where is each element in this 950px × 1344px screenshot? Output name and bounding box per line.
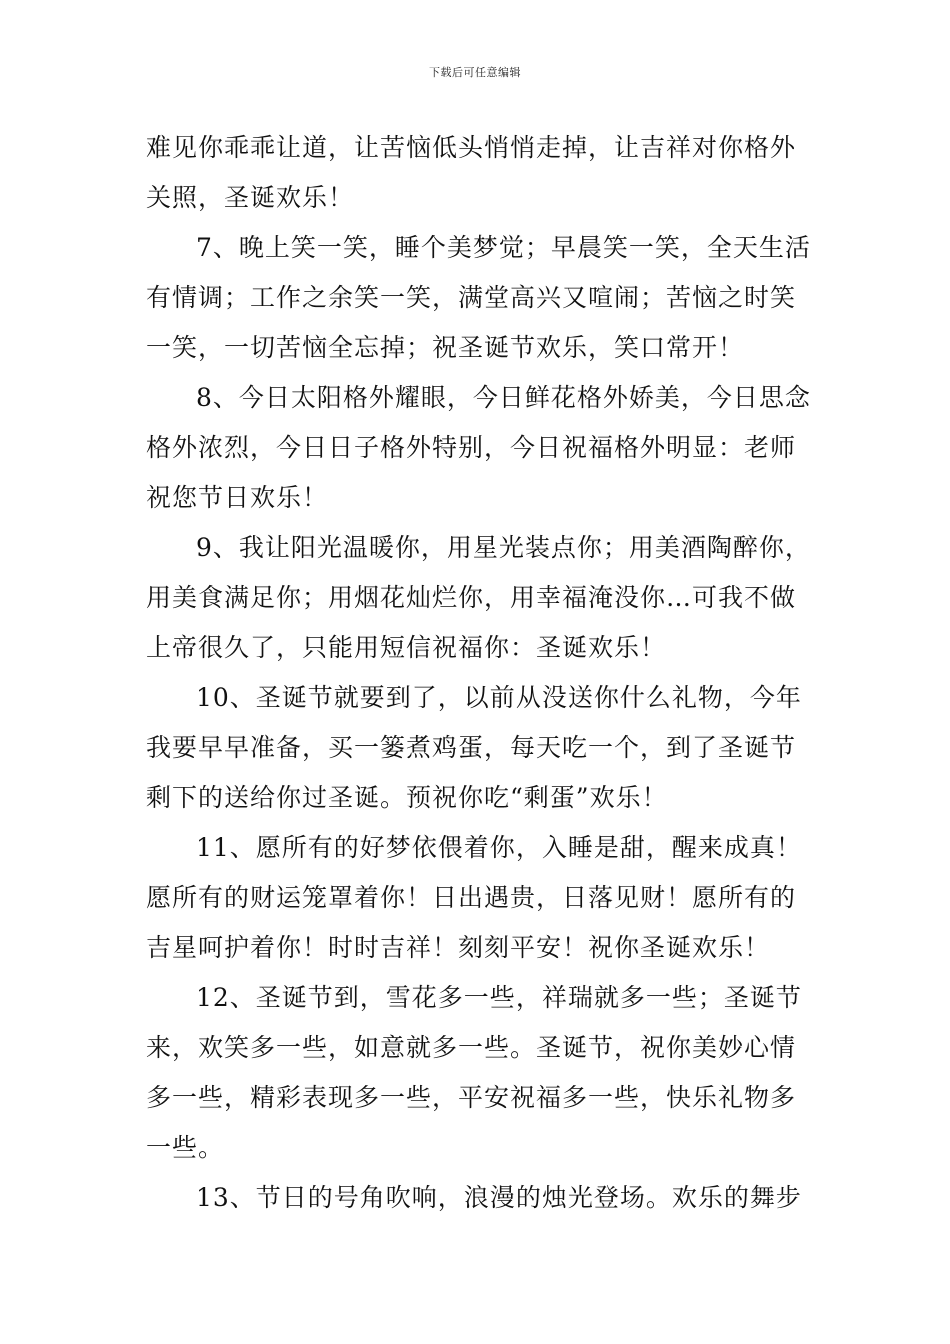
text-line: 一笑，一切苦恼全忘掉；祝圣诞节欢乐，笑口常开！ <box>146 333 745 362</box>
paragraph <box>146 1173 808 1223</box>
text-line: 来，欢笑多一些，如意就多一些。圣诞节，祝你美妙心情 <box>146 1033 797 1062</box>
paragraph <box>146 823 808 973</box>
text-line: 多一些，精彩表现多一些，平安祝福多一些，快乐礼物多 <box>146 1083 797 1112</box>
text-line: 8、今日太阳格外耀眼，今日鲜花格外娇美，今日思念 <box>196 383 811 412</box>
text-line: 11、愿所有的好梦依偎着你，入睡是甜，醒来成真！ <box>196 833 802 862</box>
text-line: 9、我让阳光温暖你，用星光装点你；用美酒陶醉你， <box>196 533 811 562</box>
text-line: 我要早早准备，买一篓煮鸡蛋，每天吃一个，到了圣诞节 <box>146 733 797 762</box>
text-line: 7、晚上笑一笑，睡个美梦觉；早晨笑一笑，全天生活 <box>196 233 811 262</box>
text-line: 一些。 <box>146 1133 225 1162</box>
paragraph <box>146 523 811 673</box>
text-line: 10、圣诞节就要到了，以前从没送你什么礼物，今年 <box>196 683 802 712</box>
text-line: 13、节日的号角吹响，浪漫的烛光登场。欢乐的舞步 <box>196 1183 802 1212</box>
text-line: 有情调；工作之余笑一笑，满堂高兴又喧闹；苦恼之时笑 <box>146 283 797 312</box>
text-line: 难见你乖乖让道，让苦恼低头悄悄走掉，让吉祥对你格外 <box>146 133 797 162</box>
page-header: 下载后可任意编辑 <box>429 66 521 79</box>
text-line: 祝您节日欢乐！ <box>146 483 329 512</box>
text-line: 吉星呵护着你！时时吉祥！刻刻平安！祝你圣诞欢乐！ <box>146 933 771 962</box>
text-line: 剩下的送给你过圣诞。预祝你吃“剩蛋”欢乐！ <box>146 783 668 812</box>
paragraph <box>146 373 811 523</box>
text-line: 用美食满足你；用烟花灿烂你，用幸福淹没你…可我不做 <box>146 583 797 612</box>
text-line: 格外浓烈，今日日子格外特别，今日祝福格外明显：老师 <box>146 433 797 462</box>
text-line: 愿所有的财运笼罩着你！日出遇贵，日落见财！愿所有的 <box>146 883 797 912</box>
text-line: 12、圣诞节到，雪花多一些，祥瑞就多一些；圣诞节 <box>196 983 802 1012</box>
text-line: 上帝很久了，只能用短信祝福你：圣诞欢乐！ <box>146 633 667 662</box>
text-line: 关照，圣诞欢乐！ <box>146 183 355 212</box>
paragraph <box>146 123 808 223</box>
paragraph <box>146 223 811 373</box>
paragraph <box>146 673 808 823</box>
paragraph <box>146 973 808 1173</box>
document-body <box>146 123 811 1223</box>
